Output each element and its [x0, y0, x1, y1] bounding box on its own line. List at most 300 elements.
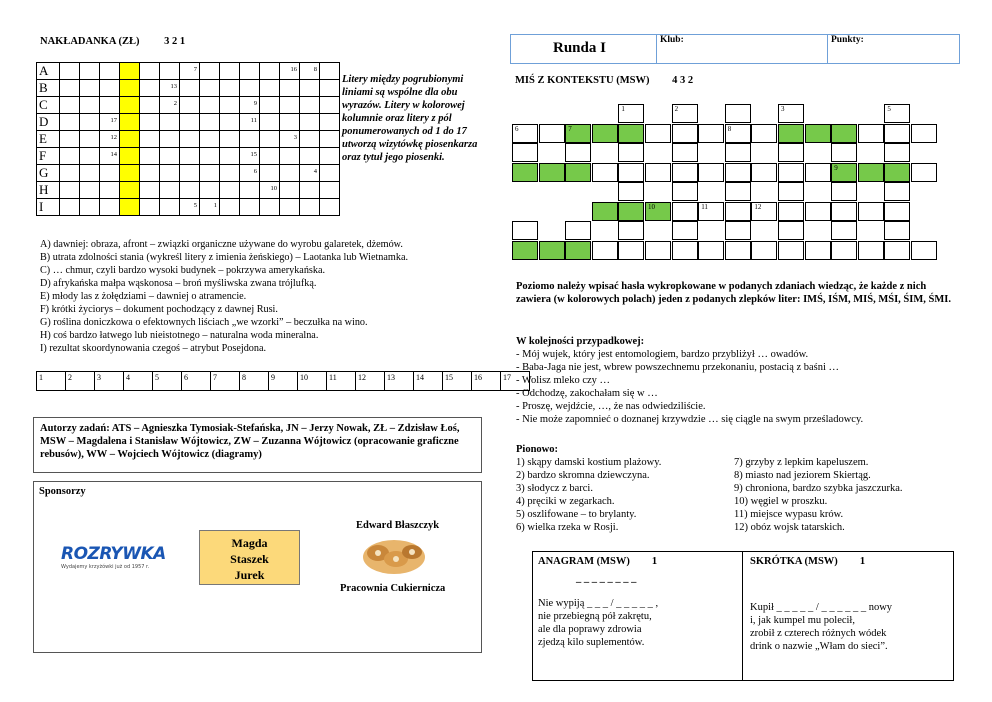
strip-cell[interactable]: 6	[182, 372, 211, 391]
mis-grid-cell[interactable]	[831, 202, 857, 221]
grid-cell[interactable]	[180, 114, 200, 131]
grid-cell[interactable]	[60, 114, 80, 131]
mis-grid-cell[interactable]	[618, 124, 644, 143]
grid-cell[interactable]	[240, 165, 260, 182]
grid-cell[interactable]	[80, 80, 100, 97]
grid-cell[interactable]	[80, 63, 100, 80]
mis-grid-cell[interactable]	[831, 241, 857, 260]
grid-cell[interactable]	[160, 131, 180, 148]
mis-grid-cell[interactable]	[884, 104, 910, 123]
mis-grid-cell[interactable]	[672, 182, 698, 201]
grid-row	[37, 199, 340, 216]
skrotka-line: i, jak kumpel mu polecił,	[750, 615, 855, 626]
grid-cell[interactable]	[160, 182, 180, 199]
grid-cell[interactable]	[200, 97, 220, 114]
cell-number: 13	[170, 83, 177, 90]
mis-grid-cell[interactable]	[884, 163, 910, 182]
strip-cell[interactable]: 15	[443, 372, 472, 391]
down-clues-right	[734, 456, 903, 534]
mis-grid-cell[interactable]	[645, 202, 671, 221]
grid-cell[interactable]	[300, 131, 320, 148]
names-box	[199, 530, 300, 585]
grid-cell[interactable]	[160, 80, 180, 97]
mis-grid-cell[interactable]	[751, 163, 777, 182]
mis-grid-cell[interactable]	[831, 182, 857, 201]
grid-cell[interactable]	[320, 97, 340, 114]
mis-grid-cell[interactable]	[805, 241, 831, 260]
grid-cell[interactable]	[60, 165, 80, 182]
mis-grid-cell[interactable]	[778, 241, 804, 260]
grid-cell[interactable]	[220, 114, 240, 131]
grid-cell[interactable]	[320, 114, 340, 131]
mis-vertical	[516, 443, 956, 536]
grid-cell[interactable]	[300, 114, 320, 131]
grid-cell[interactable]	[120, 182, 140, 199]
anagram-lines	[538, 597, 738, 649]
grid-cell[interactable]	[200, 199, 220, 216]
mis-grid-cell[interactable]	[565, 241, 591, 260]
anagram-line: ale dla poprawy zdrowia	[538, 624, 642, 635]
mis-grid-cell[interactable]	[805, 163, 831, 182]
grid-cell[interactable]	[320, 182, 340, 199]
grid-cell[interactable]	[180, 131, 200, 148]
mis-grid-cell[interactable]	[831, 221, 857, 240]
mis-cell-number: 3	[781, 105, 785, 113]
mis-grid-cell[interactable]	[672, 143, 698, 162]
mis-grid-cell[interactable]	[805, 202, 831, 221]
mis-grid-cell[interactable]	[512, 221, 538, 240]
mis-grid-cell[interactable]	[778, 163, 804, 182]
grid-cell[interactable]	[200, 80, 220, 97]
down-clue: 12) obóz wojsk tatarskich.	[734, 522, 845, 533]
grid-cell[interactable]	[80, 165, 100, 182]
grid-cell[interactable]	[220, 80, 240, 97]
grid-cell[interactable]	[220, 182, 240, 199]
mis-grid-cell[interactable]	[778, 124, 804, 143]
down-clue: 9) chroniona, bardzo szybka jaszczurka.	[734, 483, 903, 494]
clue-line: H) coś bardzo łatwego lub nieistotnego – naturalna woda mineralna.	[40, 330, 319, 341]
mis-grid-cell[interactable]	[698, 163, 724, 182]
grid-cell[interactable]	[80, 148, 100, 165]
grid-cell[interactable]	[220, 63, 240, 80]
grid-cell[interactable]	[140, 199, 160, 216]
row-label: H	[37, 182, 60, 199]
grid-cell[interactable]	[260, 80, 280, 97]
rozrywka-logo-sub: Wydajemy krzyżówki już od 1957 r.	[61, 564, 150, 570]
anagram-blanks: _ _ _ _ _ _ _ _	[576, 573, 637, 584]
grid-cell[interactable]	[80, 97, 100, 114]
authors-box	[33, 417, 482, 473]
mis-grid-cell[interactable]	[698, 241, 724, 260]
strip-cell[interactable]: 5	[153, 372, 182, 391]
grid-cell[interactable]	[300, 63, 320, 80]
mis-grid-cell[interactable]	[911, 124, 937, 143]
down-clue: 5) oszlifowane – to brylanty.	[516, 509, 637, 520]
row-label: A	[37, 63, 60, 80]
down-clue: 10) węgiel w proszku.	[734, 496, 828, 507]
grid-cell[interactable]	[300, 97, 320, 114]
grid-cell[interactable]	[120, 131, 140, 148]
grid-cell[interactable]	[60, 97, 80, 114]
strip-cell[interactable]: 3	[95, 372, 124, 391]
rozrywka-logo-text: ROZRYWKA	[61, 544, 166, 564]
clue-line: A) dawniej: obraza, afront – związki organiczne używane do wyrobu galaretek, dżemów.	[40, 239, 403, 250]
grid-cell[interactable]	[180, 148, 200, 165]
mis-cell-number: 1	[621, 105, 625, 113]
down-clues-left	[516, 456, 661, 534]
strip-cell[interactable]: 4	[124, 372, 153, 391]
grid-cell[interactable]	[140, 97, 160, 114]
horizontal-clue: - Odchodzę, zakochałam się w …	[516, 388, 658, 399]
grid-cell[interactable]	[80, 114, 100, 131]
grid-cell[interactable]	[240, 114, 260, 131]
order-title: W kolejności przypadkowej:	[516, 336, 645, 347]
strip-cell[interactable]: 16	[472, 372, 501, 391]
grid-cell[interactable]	[120, 97, 140, 114]
club-cell	[656, 35, 828, 63]
mis-grid-cell[interactable]	[725, 124, 751, 143]
grid-cell[interactable]	[240, 199, 260, 216]
grid-cell[interactable]	[280, 182, 300, 199]
grid-cell[interactable]	[140, 148, 160, 165]
strip-cell[interactable]: 17	[501, 372, 530, 391]
strip-cell[interactable]: 10	[298, 372, 327, 391]
anagram-line: nie przebiegną pół zakrętu,	[538, 611, 652, 622]
grid-cell[interactable]	[120, 148, 140, 165]
grid-cell[interactable]	[180, 80, 200, 97]
grid-cell[interactable]	[320, 199, 340, 216]
mis-grid-cell[interactable]	[592, 202, 618, 221]
grid-cell[interactable]	[220, 165, 240, 182]
mis-grid-cell[interactable]	[645, 124, 671, 143]
mis-grid-cell[interactable]	[618, 241, 644, 260]
strip-cell[interactable]: 8	[240, 372, 269, 391]
down-clue: 6) wielka rzeka w Rosji.	[516, 522, 619, 533]
grid-cell[interactable]	[320, 148, 340, 165]
grid-cell[interactable]	[260, 148, 280, 165]
strip-cell[interactable]: 14	[414, 372, 443, 391]
down-title: Pionowo:	[516, 444, 558, 455]
grid-cell[interactable]	[60, 131, 80, 148]
cell-number: 6	[253, 168, 257, 175]
grid-cell[interactable]	[240, 182, 260, 199]
mis-grid-cell[interactable]	[884, 221, 910, 240]
cell-number: 16	[290, 66, 297, 73]
mis-grid-cell[interactable]	[539, 241, 565, 260]
mis-grid-cell[interactable]	[884, 143, 910, 162]
grid-cell[interactable]	[120, 199, 140, 216]
mis-grid-cell[interactable]	[512, 163, 538, 182]
down-clue: 1) skąpy damski kostium plażowy.	[516, 457, 662, 468]
grid-cell[interactable]	[100, 165, 120, 182]
grid-cell[interactable]	[160, 199, 180, 216]
grid-row	[37, 148, 340, 165]
cell-number: 10	[270, 185, 277, 192]
grid-cell[interactable]	[240, 148, 260, 165]
grid-cell[interactable]	[180, 63, 200, 80]
mis-cell-number: 10	[648, 202, 655, 211]
strip-cell[interactable]: 1	[37, 372, 66, 391]
mis-title	[515, 75, 693, 86]
horizontal-clues	[516, 348, 956, 426]
grid-cell[interactable]	[120, 114, 140, 131]
clue-line: F) krótki życiorys – dokument pochodzący z dawnej Rusi.	[40, 304, 278, 315]
mis-grid-cell[interactable]	[618, 163, 644, 182]
mis-grid-cell[interactable]	[778, 143, 804, 162]
grid-cell[interactable]	[100, 80, 120, 97]
grid-cell[interactable]	[260, 131, 280, 148]
grid-cell[interactable]	[60, 80, 80, 97]
grid-cell[interactable]	[200, 182, 220, 199]
mis-grid-cell[interactable]	[698, 124, 724, 143]
mis-points: 4 3 2	[672, 75, 694, 86]
mis-grid-cell[interactable]	[539, 124, 565, 143]
down-clue: 3) słodycz z barci.	[516, 483, 593, 494]
grid-cell[interactable]	[300, 165, 320, 182]
mis-grid-cell[interactable]	[592, 163, 618, 182]
mis-grid-cell[interactable]	[858, 163, 884, 182]
clue-line: B) utrata zdolności stania (wykreśl litery z imienia żeńskiego) – Laotanka lub Wietnamka.	[40, 252, 409, 263]
grid-cell[interactable]	[220, 199, 240, 216]
mis-grid-cell[interactable]	[831, 124, 857, 143]
skrotka-lines	[750, 601, 950, 653]
mis-grid-cell[interactable]	[778, 104, 804, 123]
grid-cell[interactable]	[120, 165, 140, 182]
mis-grid-cell[interactable]	[884, 182, 910, 201]
mis-grid-cell[interactable]	[645, 163, 671, 182]
clue-line: I) rezultat skoordynowania czegoś – atrybut Posejdona.	[40, 343, 267, 354]
grid-cell[interactable]	[200, 63, 220, 80]
rozrywka-logo	[61, 544, 179, 570]
grid-cell[interactable]	[100, 63, 120, 80]
grid-cell[interactable]	[280, 165, 300, 182]
anagram-points: 1	[651, 556, 658, 567]
mis-grid-cell[interactable]	[778, 182, 804, 201]
mis-grid-cell[interactable]	[565, 124, 591, 143]
mis-grid-cell[interactable]	[672, 104, 698, 123]
grid-cell[interactable]	[200, 131, 220, 148]
mis-cell-number: 5	[887, 105, 891, 113]
mis-grid-cell[interactable]	[831, 143, 857, 162]
mis-grid-cell[interactable]	[725, 202, 751, 221]
grid-cell[interactable]	[100, 97, 120, 114]
strip-cell[interactable]: 2	[66, 372, 95, 391]
mis-grid-cell[interactable]	[672, 124, 698, 143]
mis-grid-cell[interactable]	[672, 241, 698, 260]
grid-cell[interactable]	[240, 63, 260, 80]
mis-grid-cell[interactable]	[858, 241, 884, 260]
mis-grid-cell[interactable]	[725, 182, 751, 201]
horizontal-clue: - Proszę, wejdźcie, …, że nas odwiedziliście.	[516, 401, 706, 412]
grid-cell[interactable]	[280, 114, 300, 131]
grid-cell[interactable]	[320, 63, 340, 80]
strip-cell[interactable]: 11	[327, 372, 356, 391]
mis-grid-cell[interactable]	[884, 241, 910, 260]
mis-grid-cell[interactable]	[512, 124, 538, 143]
mis-grid-cell[interactable]	[565, 221, 591, 240]
grid-cell[interactable]	[300, 199, 320, 216]
mis-grid-cell[interactable]	[565, 143, 591, 162]
row-label: G	[37, 165, 60, 182]
grid-cell[interactable]	[120, 63, 140, 80]
mis-grid-cell[interactable]	[884, 202, 910, 221]
mis-grid-cell[interactable]	[858, 202, 884, 221]
mis-grid-cell[interactable]	[831, 163, 857, 182]
mis-grid-cell[interactable]	[751, 202, 777, 221]
grid-cell[interactable]	[140, 131, 160, 148]
grid-cell[interactable]	[80, 199, 100, 216]
mis-cell-number: 7	[568, 124, 572, 133]
mis-grid-cell[interactable]	[858, 124, 884, 143]
grid-cell[interactable]	[260, 97, 280, 114]
grid-cell[interactable]	[240, 131, 260, 148]
mis-grid-cell[interactable]	[618, 202, 644, 221]
strip-row	[37, 372, 530, 391]
mis-grid-cell[interactable]	[618, 143, 644, 162]
grid-cell[interactable]	[320, 131, 340, 148]
mis-grid-cell[interactable]	[512, 143, 538, 162]
grid-cell[interactable]	[100, 114, 120, 131]
mis-grid-cell[interactable]	[911, 163, 937, 182]
grid-cell[interactable]	[260, 182, 280, 199]
grid-row	[37, 97, 340, 114]
mis-grid-cell[interactable]	[672, 221, 698, 240]
grid-cell[interactable]	[160, 148, 180, 165]
grid-cell[interactable]	[60, 199, 80, 216]
mis-grid-cell[interactable]	[672, 202, 698, 221]
mis-grid-cell[interactable]	[592, 241, 618, 260]
mis-grid-cell[interactable]	[618, 104, 644, 123]
grid-cell[interactable]	[320, 80, 340, 97]
grid-cell[interactable]	[140, 182, 160, 199]
mis-grid-cell[interactable]	[884, 124, 910, 143]
grid-cell[interactable]	[220, 148, 240, 165]
horizontal-clue: - Nie może zapomnieć o doznanej krzywdzie … się ciągle na swym prześladowcy.	[516, 414, 864, 425]
row-label: C	[37, 97, 60, 114]
grid-cell[interactable]	[160, 97, 180, 114]
mis-grid-cell[interactable]	[911, 241, 937, 260]
grid-cell[interactable]	[60, 63, 80, 80]
cell-number: 2	[173, 100, 177, 107]
mis-grid-cell[interactable]	[725, 104, 751, 123]
mis-grid-cell[interactable]	[592, 124, 618, 143]
grid-cell[interactable]	[180, 165, 200, 182]
nakladanka-clues	[40, 238, 492, 355]
grid-cell[interactable]	[200, 165, 220, 182]
sponsors-title: Sponsorzy	[39, 486, 86, 497]
strip-cell[interactable]: 13	[385, 372, 414, 391]
grid-cell[interactable]	[160, 63, 180, 80]
grid-cell[interactable]	[320, 165, 340, 182]
grid-cell[interactable]	[80, 131, 100, 148]
round-title: Runda I	[553, 40, 606, 56]
grid-cell[interactable]	[300, 182, 320, 199]
grid-cell[interactable]	[100, 182, 120, 199]
strip-cell[interactable]: 12	[356, 372, 385, 391]
grid-cell[interactable]	[260, 165, 280, 182]
mis-grid-cell[interactable]	[565, 163, 591, 182]
mis-instruction: Poziomo należy wpisać hasła wykropkowane w podanych zdaniach wiedząc, że każde z nich zawiera (w kolorowych polach) jeden z podanych zlepków liter: IMŚ, IŚM, MIŚ, MŚI, ŚIM, ŚMI.	[516, 281, 951, 305]
strip-cell[interactable]: 7	[211, 372, 240, 391]
strip-cell[interactable]: 9	[269, 372, 298, 391]
grid-cell[interactable]	[100, 199, 120, 216]
nakladanka-points: 3 2 1	[164, 36, 186, 47]
mis-grid-cell[interactable]	[725, 143, 751, 162]
grid-cell[interactable]	[100, 148, 120, 165]
mis-grid-cell[interactable]	[645, 241, 671, 260]
grid-cell[interactable]	[200, 148, 220, 165]
grid-cell[interactable]	[280, 63, 300, 80]
grid-cell[interactable]	[180, 199, 200, 216]
grid-cell[interactable]	[140, 165, 160, 182]
cell-number: 17	[110, 117, 117, 124]
grid-cell[interactable]	[160, 114, 180, 131]
person-name: Edward Błaszczyk	[356, 520, 440, 531]
authors-text: Autorzy zadań: ATS – Agnieszka Tymosiak-Stefańska, JN – Jerzy Nowak, ZŁ – Zdzisław Łoś, MSW – Magdalena i Stanisław Wójtowicz, ZW – Zuzanna Wójtowicz (opracowanie graficzne rebusów), WW – Wojciech Wójtowicz (diagramy)	[40, 423, 460, 460]
mis-grid-cell[interactable]	[751, 124, 777, 143]
cell-number: 1	[213, 202, 217, 209]
clue-line: D) afrykańska małpa wąskonosa – broń myśliwska zwana trójlufką.	[40, 278, 317, 289]
grid-cell[interactable]	[160, 165, 180, 182]
grid-cell[interactable]	[280, 97, 300, 114]
mis-cell-number: 6	[515, 124, 519, 133]
mis-grid-cell[interactable]	[725, 241, 751, 260]
mis-grid-cell[interactable]	[778, 221, 804, 240]
grid-cell[interactable]	[60, 148, 80, 165]
mis-grid-cell[interactable]	[618, 182, 644, 201]
mis-grid-cell[interactable]	[539, 163, 565, 182]
grid-cell[interactable]	[180, 97, 200, 114]
mis-grid-cell[interactable]	[805, 124, 831, 143]
cell-number: 11	[250, 117, 257, 124]
grid-cell[interactable]	[200, 114, 220, 131]
grid-cell[interactable]	[120, 80, 140, 97]
mis-grid-cell[interactable]	[672, 163, 698, 182]
skrotka-line: Kupił _ _ _ _ _ / _ _ _ _ _ _ nowy	[750, 602, 893, 613]
mis-horizontal	[516, 335, 956, 426]
grid-cell[interactable]	[80, 182, 100, 199]
grid-cell[interactable]	[260, 114, 280, 131]
grid-cell[interactable]	[260, 63, 280, 80]
grid-cell[interactable]	[280, 148, 300, 165]
grid-cell[interactable]	[140, 63, 160, 80]
grid-cell[interactable]	[140, 80, 160, 97]
grid-cell[interactable]	[280, 199, 300, 216]
grid-cell[interactable]	[260, 199, 280, 216]
grid-cell[interactable]	[220, 131, 240, 148]
mis-grid-cell[interactable]	[698, 202, 724, 221]
mis-grid-cell[interactable]	[618, 221, 644, 240]
mis-cell-number: 8	[727, 124, 732, 133]
grid-cell[interactable]	[280, 80, 300, 97]
grid-cell[interactable]	[220, 97, 240, 114]
grid-cell[interactable]	[300, 148, 320, 165]
grid-cell[interactable]	[300, 80, 320, 97]
mis-grid-cell[interactable]	[725, 221, 751, 240]
grid-cell[interactable]	[280, 131, 300, 148]
grid-cell[interactable]	[240, 97, 260, 114]
mis-grid-cell[interactable]	[512, 241, 538, 260]
grid-cell[interactable]	[60, 182, 80, 199]
mis-grid-cell[interactable]	[778, 202, 804, 221]
grid-cell[interactable]	[180, 182, 200, 199]
grid-cell[interactable]	[140, 114, 160, 131]
mis-grid-cell[interactable]	[725, 163, 751, 182]
skrotka-section	[750, 555, 950, 653]
mis-grid-cell[interactable]	[751, 241, 777, 260]
grid-cell[interactable]	[240, 80, 260, 97]
grid-cell[interactable]	[100, 131, 120, 148]
